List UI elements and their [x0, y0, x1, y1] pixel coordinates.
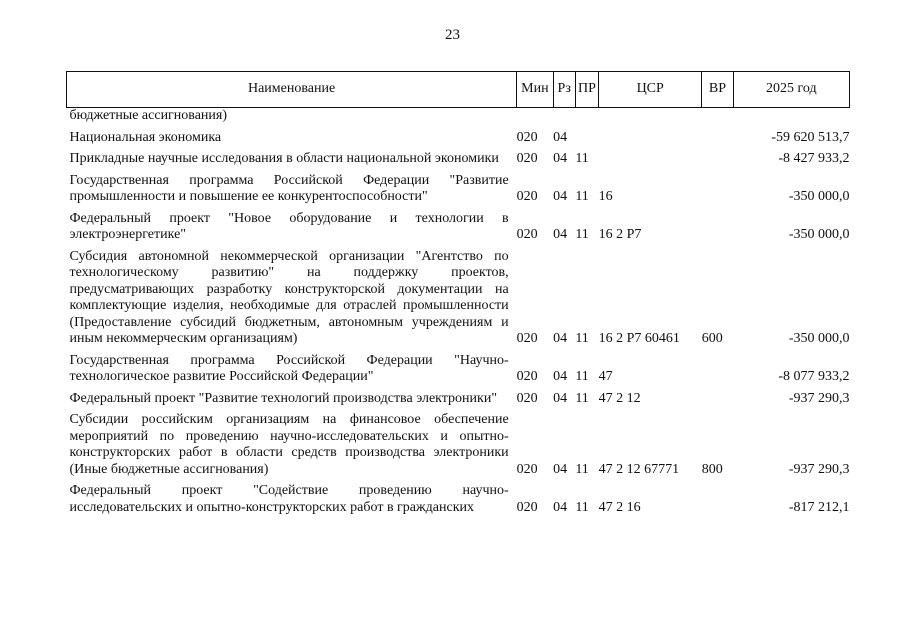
row-pr: 11 [575, 331, 589, 346]
row-amount: -8 077 933,2 [778, 369, 850, 384]
row-name: Государственная программа Российской Федерации "Развитие промышленности и повышение ее конкурентоспособности" [69, 172, 509, 204]
row-name: Субсидия автономной некоммерческой организации "Агентство по технологическому развитию" на поддержку проектов, предусматривающих разработку конструкторской документации на комплектующие изделия, необходимые для отраслей промышленности (Предоставление субсидий бюджетным, автономным учреждениям и иным некоммерческим организациям) [69, 248, 509, 346]
row-pr: 11 [575, 499, 589, 515]
row-min: 020 [516, 129, 538, 145]
row-pr: 11 [575, 369, 589, 384]
continuation-text: бюджетные ассигнования) [69, 108, 228, 123]
row-csr: 16 2 Р7 60461 [598, 331, 680, 346]
row-amount: -350 000,0 [788, 227, 850, 242]
row-min: 020 [516, 331, 538, 346]
row-name: Федеральный проект "Развитие технологий производства электроники" [69, 390, 498, 406]
row-name: Государственная программа Российской Федерации "Научно-технологическое развитие Российской Федерации" [69, 352, 509, 384]
row-amount: -817 212,1 [788, 499, 850, 515]
row-pr: 11 [575, 227, 589, 242]
row-csr: 47 [598, 369, 613, 384]
row-pr: 11 [575, 461, 589, 477]
row-vr [702, 130, 733, 152]
row-vr [702, 391, 733, 413]
row-name: Федеральный проект "Новое оборудование и технологии в электроэнергетике" [69, 210, 509, 242]
table-header-row [67, 72, 850, 108]
page-number: 23 [445, 27, 460, 43]
row-pr: 11 [575, 390, 589, 406]
header-pr: ПР [575, 72, 598, 108]
row-name: Прикладные научные исследования в области национальной экономики [69, 151, 499, 166]
row-rz: 04 [553, 151, 568, 166]
row-rz: 04 [553, 189, 568, 204]
row-rz: 04 [553, 129, 568, 145]
row-amount: -8 427 933,2 [778, 151, 850, 166]
row-rz: 04 [553, 461, 568, 477]
row-csr: 47 2 12 67771 [598, 461, 680, 477]
row-min: 020 [516, 390, 538, 406]
row-csr: 16 [598, 189, 613, 204]
row-vr: 600 [701, 331, 723, 346]
row-min: 020 [516, 369, 538, 384]
row-min: 020 [516, 227, 538, 242]
row-min: 020 [516, 461, 538, 477]
header-min: Мин [517, 72, 553, 108]
table-row [67, 412, 850, 483]
row-rz: 04 [553, 499, 568, 515]
row-min: 020 [516, 151, 538, 166]
row-amount: -350 000,0 [788, 189, 850, 204]
row-vr [702, 483, 733, 521]
row-amount: -937 290,3 [788, 390, 850, 406]
table-row [67, 151, 850, 173]
row-amount: -937 290,3 [788, 461, 850, 477]
row-name: Субсидии российским организациям на финансовое обеспечение мероприятий по проведению научно-исследовательских и опытно-конструкторских работ в области средств производства электроники (Иные бюджетные ассигнования) [69, 412, 509, 477]
header-year: 2025 год [733, 72, 849, 108]
row-vr [702, 211, 733, 249]
table-row [67, 391, 850, 413]
row-name: Национальная экономика [69, 129, 222, 145]
row-pr [575, 130, 598, 152]
row-vr [702, 173, 733, 211]
row-csr: 47 2 16 [598, 499, 641, 515]
table-row [67, 211, 850, 249]
row-amount: -59 620 513,7 [771, 129, 850, 145]
row-rz: 04 [553, 369, 568, 384]
row-amount: -350 000,0 [788, 331, 850, 346]
table-row [67, 130, 850, 152]
row-vr [702, 151, 733, 173]
row-csr: 16 2 Р7 [598, 227, 642, 242]
table-row [67, 249, 850, 353]
budget-table [66, 71, 850, 521]
row-csr [599, 151, 702, 173]
row-pr: 11 [575, 189, 589, 204]
row-min: 020 [516, 499, 538, 515]
row-rz: 04 [553, 390, 568, 406]
header-vr: ВР [702, 72, 733, 108]
table-row [67, 353, 850, 391]
header-rz: Рз [553, 72, 575, 108]
header-name: Наименование [67, 72, 517, 108]
table-row [67, 483, 850, 521]
row-csr [599, 130, 702, 152]
row-min: 020 [516, 189, 538, 204]
header-csr: ЦСР [599, 72, 702, 108]
row-name: Федеральный проект "Содействие проведению научно-исследовательских и опытно-конструкторских работ в гражданских [69, 483, 509, 515]
continuation-row [67, 108, 850, 130]
row-vr [702, 353, 733, 391]
row-rz: 04 [553, 227, 568, 242]
table-row [67, 173, 850, 211]
row-vr: 800 [701, 461, 723, 477]
row-csr: 47 2 12 [598, 390, 641, 406]
row-rz: 04 [553, 331, 568, 346]
row-pr: 11 [575, 151, 589, 166]
